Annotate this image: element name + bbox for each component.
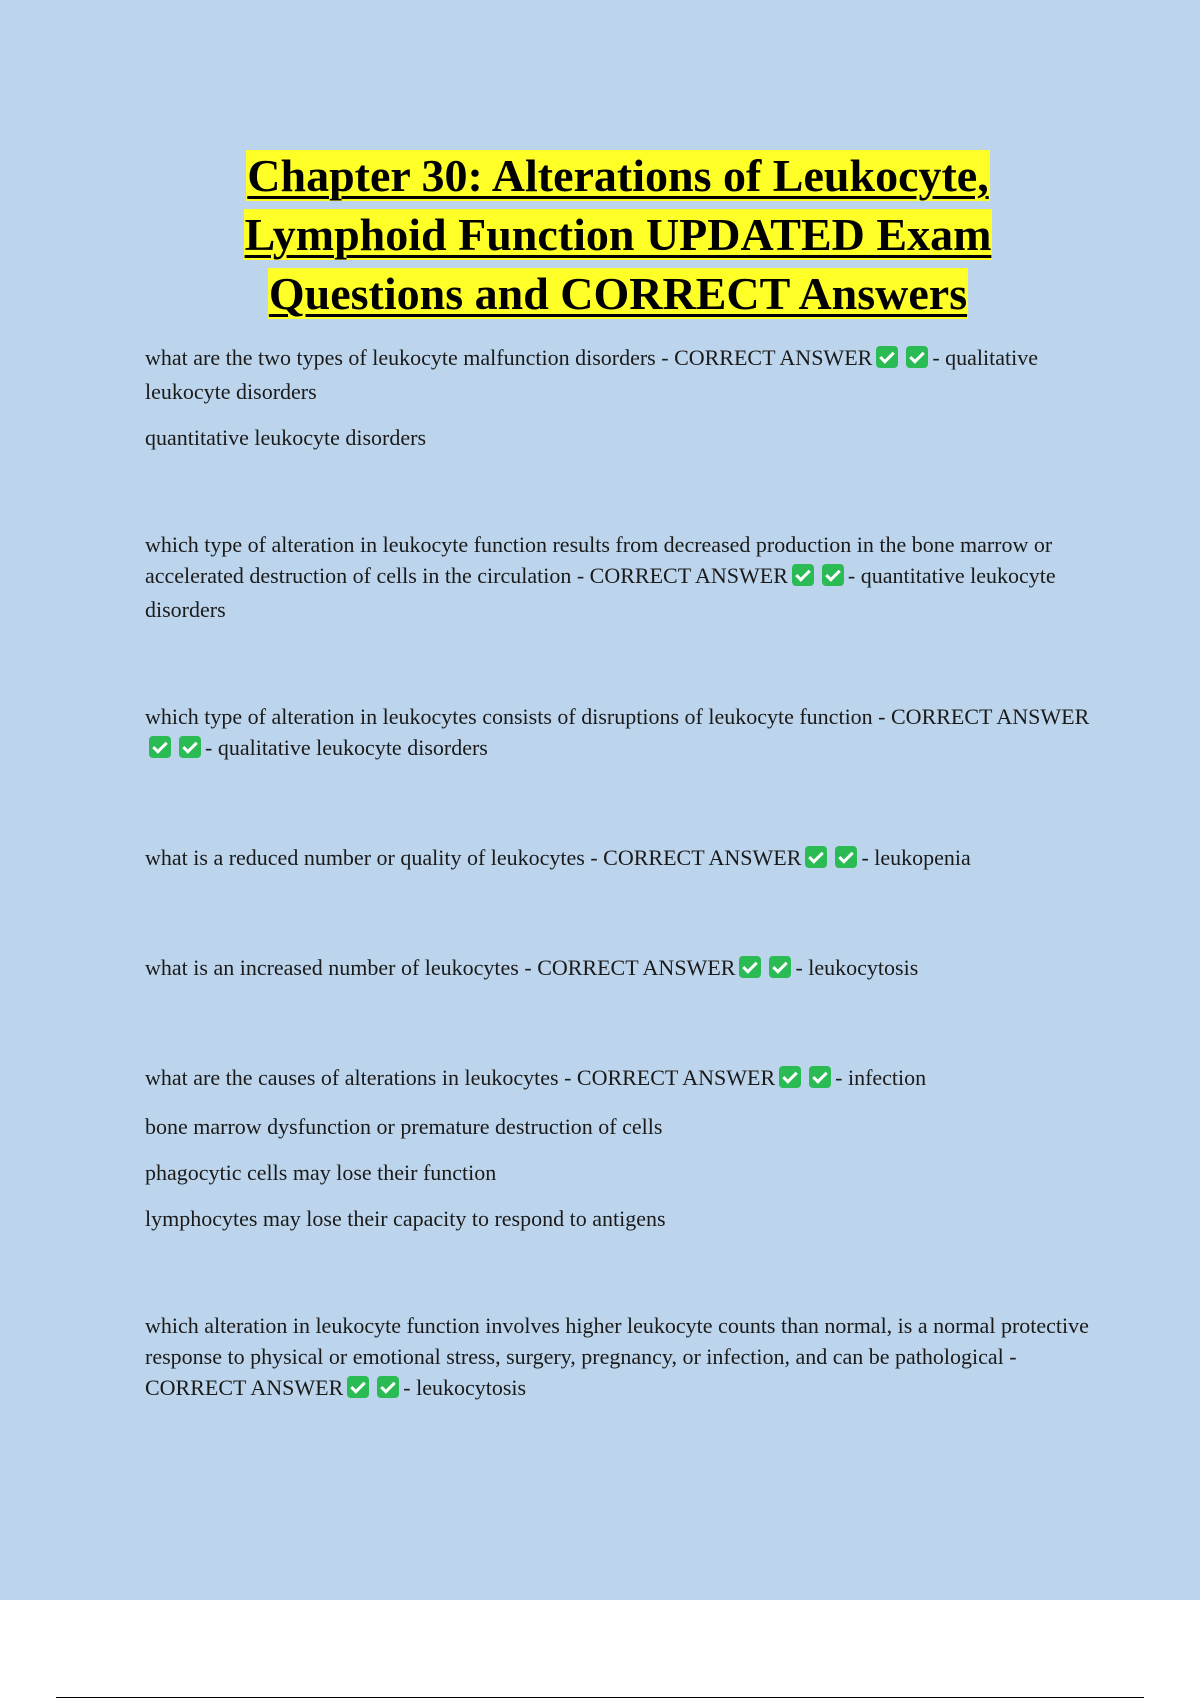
- check-pair: [735, 955, 795, 986]
- spacer: [145, 891, 1090, 937]
- qa-list: [145, 342, 1090, 1421]
- question-text: what is a reduced number or quality of leukocytes - CORRECT ANSWER: [145, 845, 802, 870]
- spacer: [145, 640, 1090, 686]
- green-checkmark-icon: [769, 956, 791, 978]
- green-checkmark-icon: [179, 736, 201, 758]
- question-text: what are the causes of alterations in leukocytes - CORRECT ANSWER: [145, 1065, 776, 1090]
- green-checkmark-icon: [805, 846, 827, 868]
- answer-text: - qualitative leukocyte disorders: [205, 735, 488, 760]
- qa-item: [145, 529, 1090, 686]
- check-pair: [145, 735, 205, 766]
- footer-divider: [56, 1697, 1144, 1698]
- green-checkmark-icon: [822, 564, 844, 586]
- qa-item: [145, 342, 1090, 514]
- green-checkmark-icon: [835, 846, 857, 868]
- green-checkmark-icon: [809, 1066, 831, 1088]
- qa-item: [145, 1310, 1090, 1406]
- green-checkmark-icon: [739, 956, 761, 978]
- qa-item: [145, 701, 1090, 827]
- green-checkmark-icon: [876, 346, 898, 368]
- spacer: [145, 468, 1090, 514]
- answer-text: - quantitative leukocyte disorders: [145, 563, 1056, 622]
- answer-line: lymphocytes may lose their capacity to respond to antigens: [145, 1206, 666, 1231]
- answer-text: - qualitative leukocyte disorders: [145, 345, 1038, 404]
- title-block: [145, 146, 1091, 323]
- question-text: what is an increased number of leukocytes - CORRECT ANSWER: [145, 955, 736, 980]
- green-checkmark-icon: [779, 1066, 801, 1088]
- check-pair: [872, 345, 932, 376]
- green-checkmark-icon: [792, 564, 814, 586]
- check-pair: [343, 1375, 403, 1406]
- spacer: [145, 1249, 1090, 1295]
- qa-question-line: [145, 701, 1090, 766]
- answer-line: phagocytic cells may lose their function: [145, 1160, 497, 1185]
- check-pair: [775, 1065, 835, 1096]
- page-title: [145, 146, 1091, 323]
- qa-item: [145, 952, 1090, 1047]
- question-text: which alteration in leukocyte function involves higher leukocyte counts than normal, is a normal protective response to physical or emotional stress, surgery, pregnancy, or infection, and can be pathological - CORRECT ANSWER: [145, 1313, 1089, 1400]
- answer-text: - leukocytosis: [795, 955, 919, 980]
- answer-text: - leukopenia: [861, 845, 971, 870]
- green-checkmark-icon: [906, 346, 928, 368]
- answer-text: - infection: [835, 1065, 927, 1090]
- green-checkmark-icon: [347, 1376, 369, 1398]
- question-text: which type of alteration in leukocytes consists of disruptions of leukocyte function - CORRECT ANSWER: [145, 704, 1090, 729]
- green-checkmark-icon: [149, 736, 171, 758]
- question-text: what are the two types of leukocyte malfunction disorders - CORRECT ANSWER: [145, 345, 873, 370]
- spacer: [145, 781, 1090, 827]
- check-pair: [801, 845, 861, 876]
- question-text: which type of alteration in leukocyte function results from decreased production in the bone marrow or accelerated destruction of cells in the circulation - CORRECT ANSWER: [145, 532, 1053, 588]
- qa-question-line: [145, 842, 1090, 876]
- page-title-text: Chapter 30: Alterations of Leukocyte, Lymphoid Function UPDATED Exam Questions and CORRECT Answers: [244, 150, 992, 319]
- answer-line: quantitative leukocyte disorders: [145, 425, 427, 450]
- answer-line: bone marrow dysfunction or premature destruction of cells: [145, 1114, 663, 1139]
- spacer: [145, 1001, 1090, 1047]
- qa-item: [145, 842, 1090, 937]
- answer-text: - leukocytosis: [403, 1375, 527, 1400]
- qa-question-line: [145, 1310, 1090, 1406]
- green-checkmark-icon: [377, 1376, 399, 1398]
- qa-question-line: [145, 952, 1090, 986]
- qa-question-line: [145, 342, 1090, 407]
- qa-question-line: [145, 1062, 1090, 1096]
- check-pair: [788, 563, 848, 594]
- qa-question-line: [145, 529, 1090, 625]
- qa-item: [145, 1062, 1090, 1295]
